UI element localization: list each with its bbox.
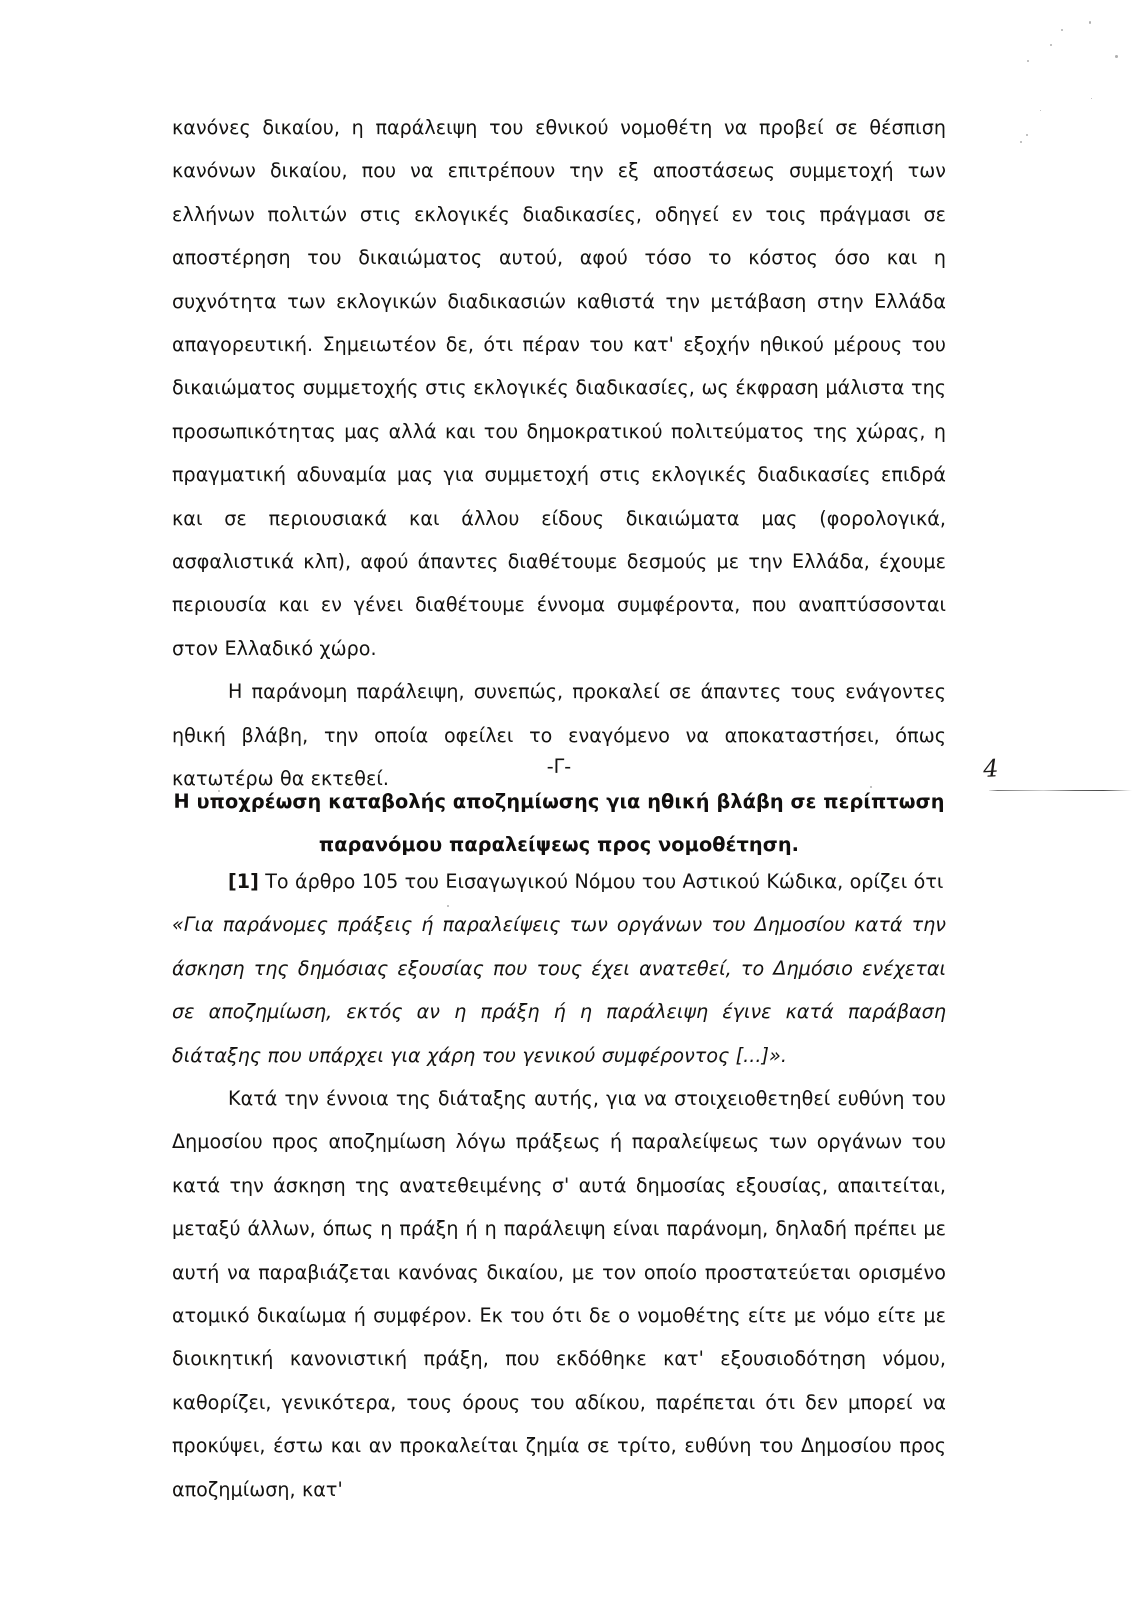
quoted-law-text: «Για παράνομες πράξεις ή παραλείψεις των οργάνων του Δημοσίου κατά την άσκηση της δημόσιας εξουσίας που τους έχει ανατεθεί, το Δημόσιο ενέχεται σε αποζημίωση, εκτός αν η πράξη ή η παράλειψη έγινε κατά παράβαση διάταξης που υπάρχει για χάρη του γενικού συμφέροντος [...]».: [172, 913, 946, 1067]
scan-speck: [1089, 21, 1091, 24]
paragraph-marker: [1]: [228, 870, 259, 893]
scan-speck: [1115, 55, 1118, 58]
page-number-mark: 4: [982, 754, 1000, 783]
document-body-bottom: [172, 860, 946, 1511]
scan-speck: [1027, 60, 1029, 62]
paragraph-5: Κατά την έννοια της διάταξης αυτής, για να στοιχειοθετηθεί ευθύνη του Δημοσίου προς αποζημίωση λόγω πράξεως ή παραλείψεως των οργάνων του κατά την άσκηση της ανατεθειμένης σ' αυτά δημοσίας εξουσίας, απαιτείται, μεταξύ άλλων, όπως η πράξη ή η παράλειψη είναι παράνομη, δηλαδή πρέπει με αυτή να παραβιάζεται κανόνας δικαίου, με τον οποίο προστατεύεται ορισμένο ατομικό δικαίωμα ή συμφέρον. Εκ του ότι δε ο νομοθέτης είτε με νόμο είτε με διοικητική κανονιστική πράξη, που εκδόθηκε κατ' εξουσιοδότηση νόμου, καθορίζει, γενικότερα, τους όρους του αδίκου, παρέπεται ότι δεν μπορεί να προκύψει, έστω και αν προκαλείται ζημία σε τρίτο, ευθύνη του Δημοσίου προς αποζημίωση, κατ': [172, 1087, 946, 1501]
paragraph-3-text: Το άρθρο 105 του Εισαγωγικού Νόμου του Αστικού Κώδικα, ορίζει ότι: [258, 870, 944, 893]
paragraph-1: κανόνες δικαίου, η παράλειψη του εθνικού νομοθέτη να προβεί σε θέσπιση κανόνων δικαίου, που να επιτρέπουν την εξ αποστάσεως συμμετοχή των ελλήνων πολιτών στις εκλογικές διαδικασίες, οδηγεί εν τοις πράγμασι σε αποστέρηση του δικαιώματος αυτού, αφού τόσο το κόστος όσο και η συχνότητα των εκλογικών διαδικασιών καθιστά την μετάβαση στην Ελλάδα απαγορευτική. Σημειωτέον δε, ότι πέραν του κατ' εξοχήν ηθικού μέρους του δικαιώματος συμμετοχής στις εκλογικές διαδικασίες, ως έκφραση μάλιστα της προσωπικότητας μας αλλά και του δημοκρατικού πολιτεύματος της χώρας, η πραγματική αδυναμία μας για συμμετοχή στις εκλογικές διαδικασίες επιδρά και σε περιουσιακά και άλλου είδους δικαιώματα μας (φορολογικά, ασφαλιστικά κλπ), αφού άπαντες διαθέτουμε δεσμούς με την Ελλάδα, έχουμε περιουσία και εν γένει διαθέτουμε έννομα συμφέροντα, που αναπτύσσονται στον Ελλαδικό χώρο.: [172, 116, 946, 660]
paragraph-3: [172, 860, 946, 903]
scan-speck: [1040, 110, 1041, 111]
section-heading-line-1: Η υποχρέωση καταβολής αποζημίωσης για ηθική βλάβη σε περίπτωση: [173, 790, 945, 813]
scan-speck: [1020, 141, 1022, 143]
scan-speck: [1061, 29, 1063, 31]
page-number-underline: [989, 790, 1132, 791]
scan-speck: [1026, 134, 1028, 136]
paragraph-2: Η παράνομη παράλειψη, συνεπώς, προκαλεί σε άπαντες τους ενάγοντες ηθική βλάβη, την οποία οφείλει το εναγόμενο να αποκαταστήσει, όπως κατωτέρω θα εκτεθεί.: [172, 680, 946, 791]
section-heading-line-2: παρανόμου παραλείψεως προς νομοθέτηση.: [318, 833, 800, 857]
section-marker: -Γ-: [546, 755, 572, 778]
section-heading: [172, 780, 946, 867]
scan-speck: [1050, 44, 1052, 46]
document-body-top: [172, 106, 946, 801]
scan-speck: [1091, 98, 1092, 99]
